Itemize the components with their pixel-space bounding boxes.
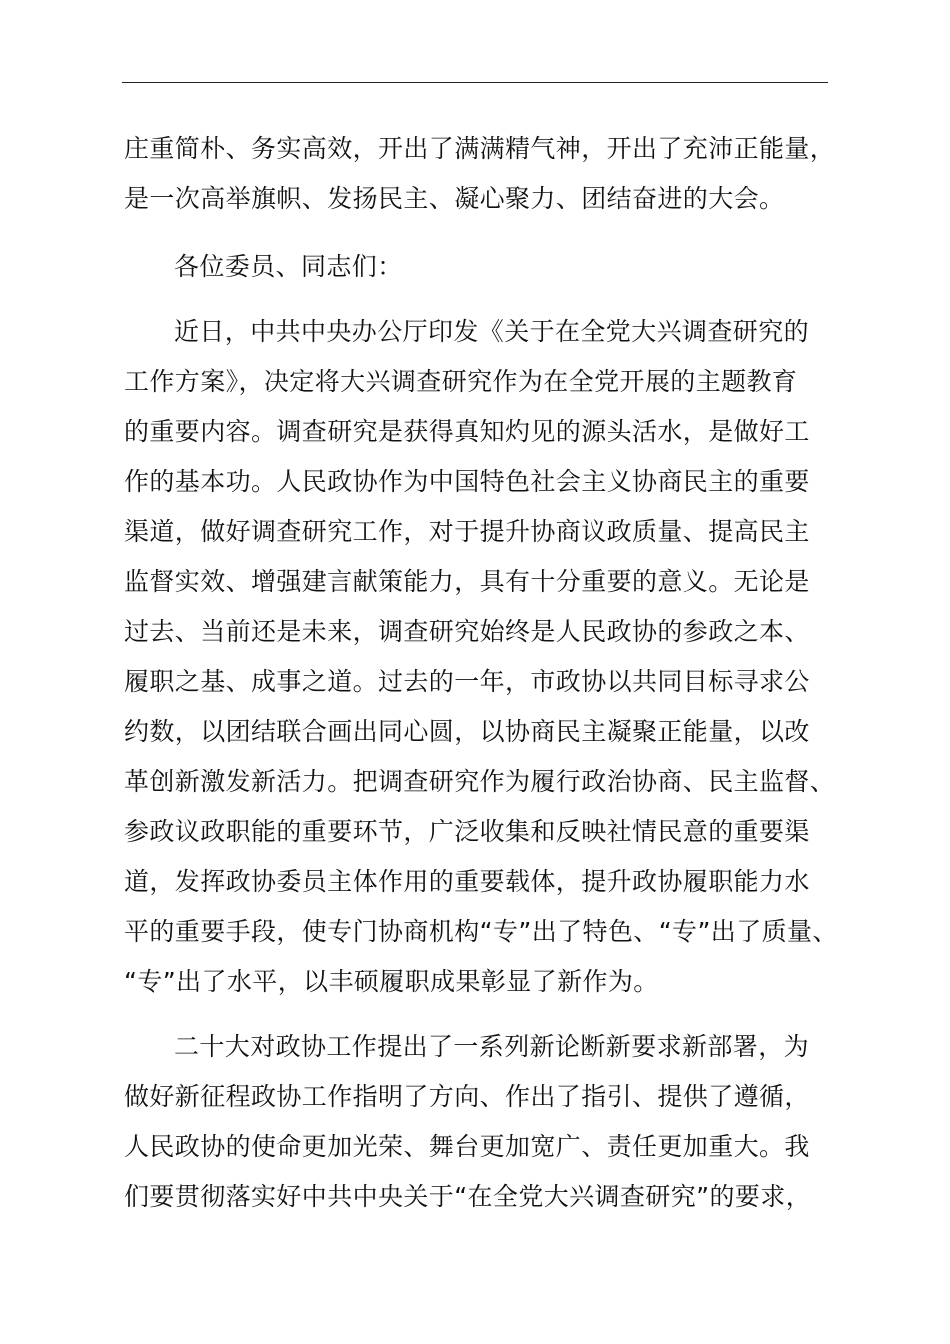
text-line: 二十大对政协工作提出了一系列新论断新要求新部署，为 xyxy=(174,1032,810,1061)
text-line: 平的重要手段，使专门协商机构“专”出了特色、“专”出了质量、 xyxy=(124,917,838,946)
text-line: 是一次高举旗帜、发扬民主、凝心聚力、团结奋进的大会。 xyxy=(124,184,785,213)
text-line: 约数，以团结联合画出同心圆，以协商民主凝聚正能量，以改 xyxy=(124,717,810,746)
text-line: 工作方案》，决定将大兴调查研究作为在全党开展的主题教育 xyxy=(124,367,798,396)
text-line: 道，发挥政协委员主体作用的重要载体，提升政协履职能力水 xyxy=(124,867,810,896)
salutation: 各位委员、同志们： xyxy=(174,252,403,281)
text-line: 革创新激发新活力。把调查研究作为履行政治协商、民主监督、 xyxy=(124,767,836,796)
text-line: 庄重简朴、务实高效，开出了满满精气神，开出了充沛正能量， xyxy=(124,134,836,163)
text-line: 近日，中共中央办公厅印发《关于在全党大兴调查研究的 xyxy=(174,317,810,346)
text-line: 们要贯彻落实好中共中央关于“在全党大兴调查研究”的要求， xyxy=(124,1182,812,1211)
text-line: “专”出了水平，以丰硕履职成果彰显了新作为。 xyxy=(124,967,659,996)
text-line: 人民政协的使命更加光荣、舞台更加宽广、责任更加重大。我 xyxy=(124,1132,810,1161)
text-line: 渠道，做好调查研究工作，对于提升协商议政质量、提高民主 xyxy=(124,517,810,546)
text-line: 履职之基、成事之道。过去的一年，市政协以共同目标寻求公 xyxy=(124,667,810,696)
text-line: 参政议政职能的重要环节，广泛收集和反映社情民意的重要渠 xyxy=(124,817,810,846)
text-line: 作的基本功。人民政协作为中国特色社会主义协商民主的重要 xyxy=(124,467,810,496)
header-rule xyxy=(122,82,828,83)
text-line: 的重要内容。调查研究是获得真知灼见的源头活水，是做好工 xyxy=(124,417,810,446)
text-line: 过去、当前还是未来，调查研究始终是人民政协的参政之本、 xyxy=(124,617,810,646)
text-line: 做好新征程政协工作指明了方向、作出了指引、提供了遵循， xyxy=(124,1082,810,1111)
text-line: 监督实效、增强建言献策能力，具有十分重要的意义。无论是 xyxy=(124,567,810,596)
